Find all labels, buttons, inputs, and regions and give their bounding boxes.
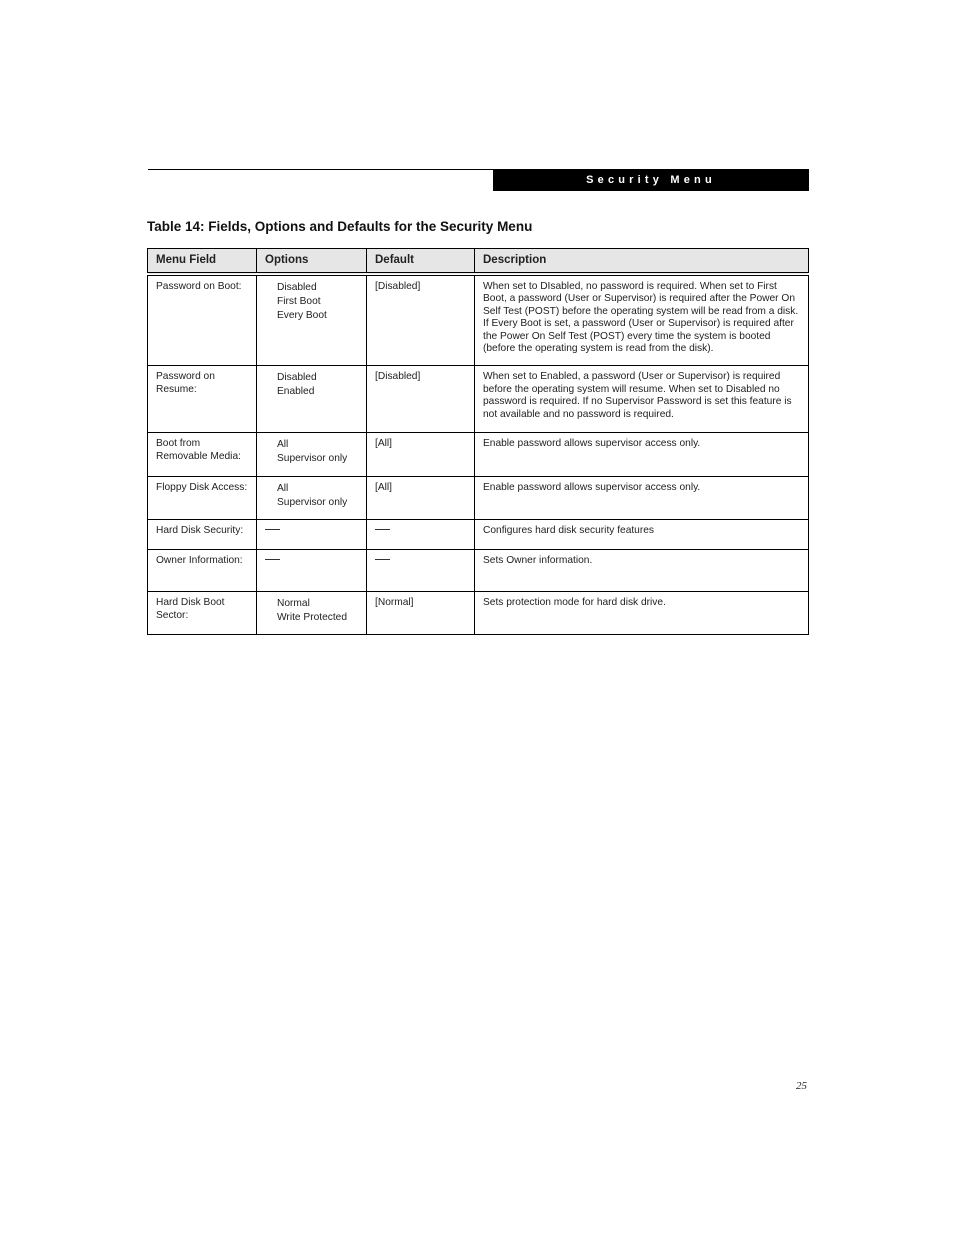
cell-field: Hard Disk Security: [148,520,257,550]
column-header-description: Description [475,249,809,274]
cell-description: Sets protection mode for hard disk drive. [475,592,809,635]
column-header-default: Default [367,249,475,274]
cell-default: [All] [367,433,475,477]
em-dash [265,559,280,560]
table-row [148,477,809,520]
em-dash [375,559,390,560]
option-item: Disabled [277,281,317,293]
cell-field: Boot from Removable Media: [148,433,257,477]
cell-default: [All] [367,477,475,520]
table-row [148,274,809,366]
cell-options [257,520,367,550]
em-dash [265,529,280,530]
table-row [148,592,809,635]
cell-field: Hard Disk Boot Sector: [148,592,257,635]
cell-default [367,520,475,550]
cell-options [257,274,367,366]
column-header-field: Menu Field [148,249,257,274]
cell-description: Enable password allows supervisor access only. [475,477,809,520]
option-item: Write Protected [277,612,348,623]
page-number: 25 [796,1080,807,1092]
cell-description: Configures hard disk security features [475,520,809,550]
cell-field: Floppy Disk Access: [148,477,257,520]
table-row [148,520,809,550]
option-item: First Boot [277,295,321,307]
table-header-row [148,249,809,274]
option-item: Enabled [277,386,315,397]
cell-options [257,477,367,520]
cell-default: [Disabled] [367,366,475,433]
cell-default: [Disabled] [367,274,475,366]
cell-options [257,592,367,635]
cell-field: Password on Boot: [148,274,257,366]
cell-field: Owner Information: [148,550,257,592]
cell-description: Sets Owner information. [475,550,809,592]
option-item: Supervisor only [277,497,348,508]
cell-description: When set to Enabled, a password (User or Supervisor) is required before the operating system will resume. When set to Disabled no password is required. If no Supervisor Password is set this feature is not available and no password is required. [475,366,809,433]
option-item: Supervisor only [277,453,348,464]
cell-default: [Normal] [367,592,475,635]
option-item: Disabled [277,372,317,383]
column-header-options: Options [257,249,367,274]
table-row [148,433,809,477]
cell-description: Enable password allows supervisor access only. [475,433,809,477]
cell-options [257,366,367,433]
option-item: All [277,439,289,450]
option-item: All [277,483,289,494]
option-item: Every Boot [277,309,327,321]
table-row [148,550,809,592]
section-tab: Security Menu [493,169,809,191]
option-item: Normal [277,598,310,609]
cell-options [257,433,367,477]
table-row [148,366,809,433]
cell-description: When set to DIsabled, no password is required. When set to First Boot, a password (User or Supervisor) is required after the Power On Self Test (POST) before the operating system will be read from a disk. If Every Boot is set, a password (User or Supervisor) is required after the Power On Self Test (POST) every time the system is booted (before the operating system is read from the disk). [475,274,809,366]
security-menu-table [147,248,809,635]
cell-options [257,550,367,592]
table-title: Table 14: Fields, Options and Defaults for the Security Menu [147,219,533,234]
cell-default [367,550,475,592]
cell-field: Password on Resume: [148,366,257,433]
em-dash [375,529,390,530]
header-rule [148,169,493,170]
